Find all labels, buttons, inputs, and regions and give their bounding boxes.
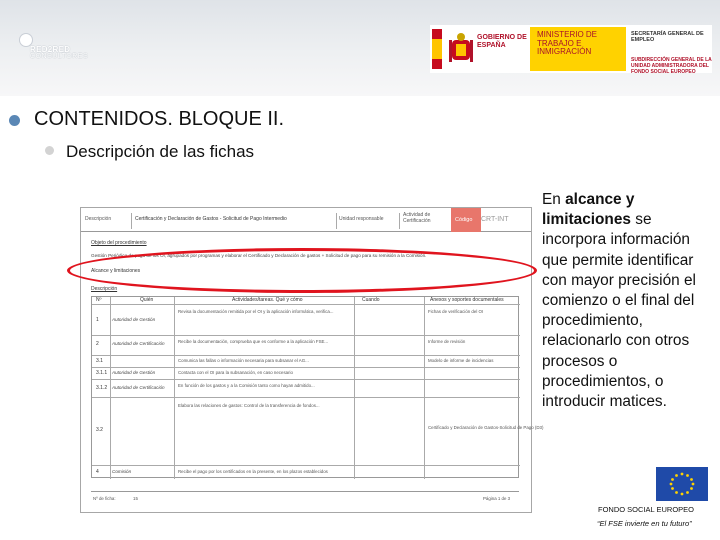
highlight-ellipse [67, 248, 537, 293]
row-6-que: Elabora las relaciones de gastos: Control de la transferencia de fondos... [178, 403, 320, 408]
subdireccion-label: SUBDIRECCIÓN GENERAL DE LA UNIDAD ADMINISTRADORA DEL FONDO SOCIAL EUROPEO [631, 57, 712, 75]
alcance-label: Alcance y limitaciones [91, 268, 141, 274]
secretaria-label: SECRETARÍA GENERAL DE EMPLEO [631, 31, 704, 43]
row-3-anexo: Modelo de informe de incidencias [428, 358, 494, 363]
eu-slogan: “El FSE invierte en tu futuro” [597, 519, 692, 528]
row-1-quien: Autoridad de Gestión [112, 317, 156, 322]
subtitle-bullet-icon [45, 146, 54, 155]
slide-subtitle: Descripción de las fichas [66, 142, 255, 161]
row-5-n: 3.1.2 [96, 385, 108, 391]
header-band [0, 0, 720, 96]
row-7-quien: Comisión [112, 469, 132, 474]
secretaria-block [628, 27, 712, 75]
eu-flag-icon [656, 467, 708, 501]
side-text-part2: se incorpora información que permite identificar con mayor precisión el comienzo o el final del procedimiento, relacionarlo con otros procesos o procedimientos, o introducir matices. [542, 211, 696, 411]
objeto-label: Objeto del procedimiento [91, 240, 147, 246]
unidad-label: Unidad responsable [339, 216, 384, 222]
row-2-quien: Autoridad de Certificación [112, 341, 165, 346]
row-4-quien: Autoridad de Gestión [112, 370, 156, 375]
row-7-que: Recibe el pago por los certificados en la presente, en los plazos establecidos [178, 469, 328, 474]
eu-fund-label: FONDO SOCIAL EUROPEO [598, 505, 694, 514]
descripcion-section-label: Descripción [91, 286, 118, 292]
footer-number: 15 [133, 496, 138, 501]
descripcion-label: Descripción [85, 216, 112, 222]
logo-line1: RED2RED [30, 45, 71, 54]
row-3-que: Comunica las fallas o información necesaria para subsanar el AG... [178, 358, 309, 363]
gobierno-label: GOBIERNO DE ESPAÑA [477, 34, 527, 49]
sheet-footer [91, 491, 519, 511]
codigo-label: Código [451, 208, 481, 232]
codigo-value: CRT-INT [481, 216, 509, 223]
row-2-n: 2 [96, 341, 99, 347]
red2red-logo [20, 30, 90, 66]
row-4-n: 3.1.1 [96, 370, 108, 376]
side-text-part1: En [542, 191, 566, 208]
col-cuando: Cuando [362, 297, 380, 303]
spain-flag-icon [432, 29, 442, 69]
col-que: Actividades/tareas. Qué y cómo [232, 297, 303, 303]
col-quien: Quién [140, 297, 154, 303]
slide-title: CONTENIDOS. BLOQUE II. [34, 108, 285, 130]
side-explanation [542, 190, 714, 412]
title-bullet-icon [9, 115, 20, 126]
row-1-que: Revisa la documentación remitida por el OI y la aplicación informática, verifica... [178, 309, 334, 314]
objeto-text: Gestión Periódica de pago de los OI, agrupados por programas y elaborar el Certificado y Declaración de gastos + Solicitud de pago para su remisión a la Comisión. [91, 253, 427, 258]
footer-page: Página 1 de 3 [483, 496, 511, 501]
coat-of-arms-icon [448, 30, 474, 68]
row-3-n: 3.1 [96, 358, 103, 364]
row-6-anexo: Certificado y Declaración de Gastos-Solicitud de Pago (D3) [428, 425, 544, 430]
row-5-que: En función de los gastos y a la Comisión tanto como hayan admitido... [178, 383, 315, 388]
logo-line2: CONSULTORES [30, 53, 89, 60]
row-6-n: 3.2 [96, 427, 103, 433]
row-4-que: Contacta con el OI para la subsanación, en caso necesario [178, 370, 293, 375]
row-1-anexo: Fichas de verificación del OI [428, 309, 484, 314]
row-7-n: 4 [96, 469, 99, 475]
row-2-anexo: Informe de revisión [428, 339, 466, 344]
col-n: Nº [96, 297, 102, 303]
ministry-label: MINISTERIO DE TRABAJO E INMIGRACIÓN [530, 27, 626, 71]
descripcion-value: Certificación y Declaración de Gastos - Solicitud de Pago Intermedio [135, 216, 287, 222]
activities-table [91, 296, 544, 478]
sheet-header [81, 208, 531, 232]
government-banner [430, 25, 712, 73]
footer-label: Nº de ficha: [93, 496, 116, 501]
row-1-n: 1 [96, 317, 99, 323]
row-2-que: Recibe la documentación, comprueba que es conforme a la aplicación FSE... [178, 339, 329, 344]
row-5-quien: Autoridad de Certificación [112, 385, 165, 390]
col-anexos: Anexos y soportes documentales [430, 297, 504, 303]
side-text-bold: alcance y limitaciones [542, 191, 635, 229]
actividad-label: Actividad de Certificación [403, 212, 431, 224]
